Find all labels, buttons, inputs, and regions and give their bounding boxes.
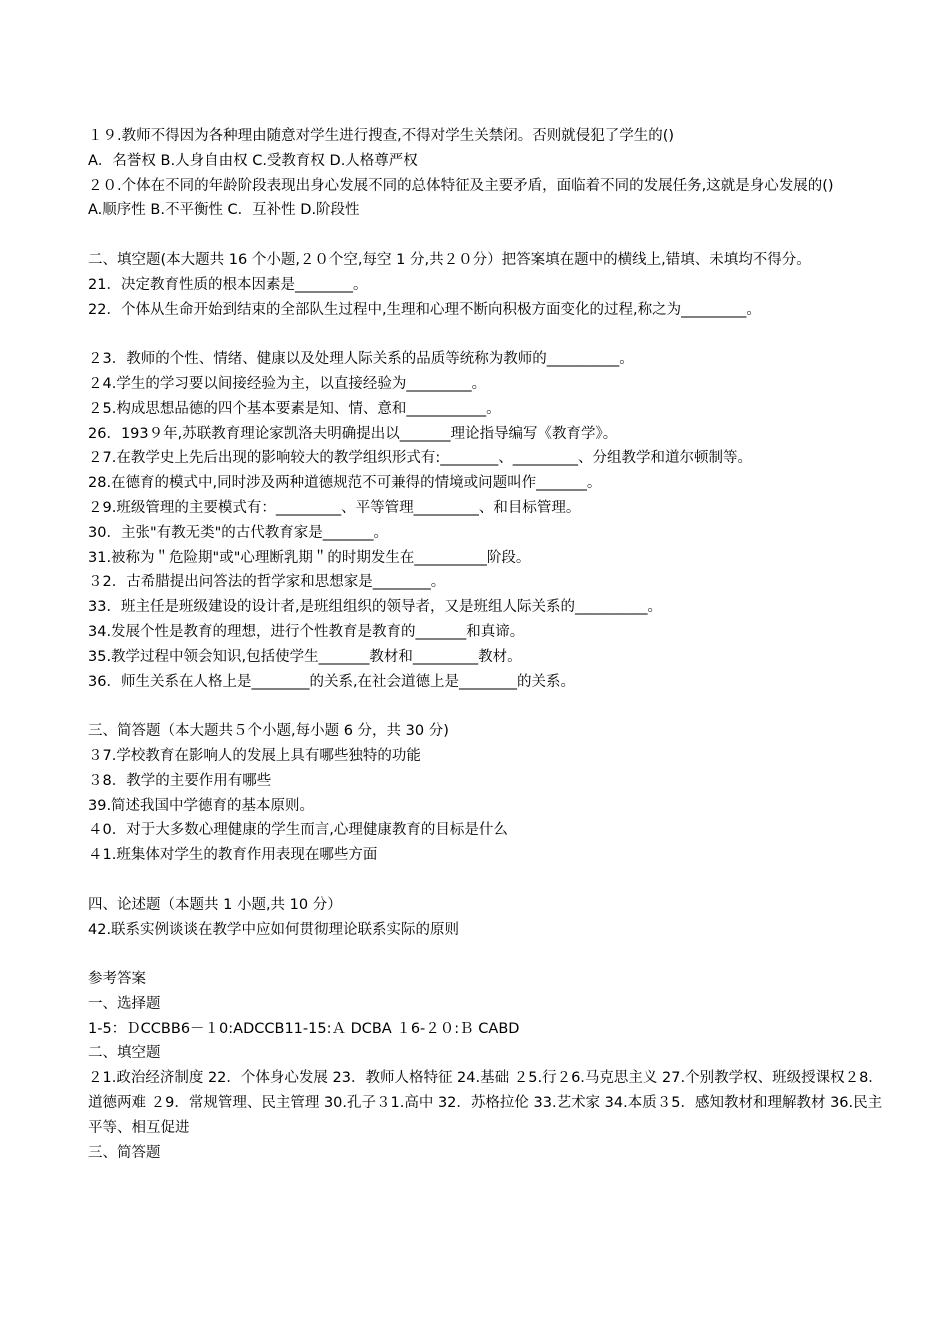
fill-question-27: ２7.在教学史上先后出现的影响较大的教学组织形式有:________、_________、分组教学和道尔顿制等。 bbox=[88, 450, 752, 467]
fill-question-32: ３2．古希腊提出问答法的哲学家和思想家是________。 bbox=[88, 574, 446, 591]
essay-question-42: 42.联系实例谈谈在教学中应如何贯彻理论联系实际的原则 bbox=[88, 921, 460, 938]
fill-question-26: 26．193９年,苏联教育理论家凯洛夫明确提出以_______理论指导编写《教育学》。 bbox=[88, 425, 618, 442]
fill-question-24: ２4.学生的学习要以间接经验为主，以直接经验为_________。 bbox=[88, 375, 487, 392]
fill-question-23: ２3．教师的个性、情绪、健康以及处理人际关系的品质等统称为教师的__________。 bbox=[88, 351, 634, 368]
fill-question-28: 28.在德育的模式中,同时涉及两种道德规范不可兼得的情境或问题叫作_______。 bbox=[88, 475, 602, 492]
section-4-title: 四、论述题（本题共 1 小题,共 10 分） bbox=[88, 896, 342, 913]
spacer bbox=[88, 868, 888, 893]
answers-choice: 1-5：ＤCCBB6－１0:ADCCB11-15:Ａ DCBA １6-２０:Ｂ CABD bbox=[88, 1020, 520, 1037]
answers-section-1-title: 一、选择题 bbox=[88, 995, 161, 1012]
short-question-40: ４0．对于大多数心理健康的学生而言,心理健康教育的目标是什么 bbox=[88, 822, 508, 839]
fill-question-21: 21．决定教育性质的根本因素是________。 bbox=[88, 276, 368, 293]
fill-question-35: 35.教学过程中领会知识,包括使学生_______教材和_________教材。 bbox=[88, 648, 522, 665]
spacer bbox=[88, 223, 888, 248]
fill-question-33: 33．班主任是班级建设的设计者,是班组组织的领导者，又是班组人际关系的__________。 bbox=[88, 599, 663, 616]
answers-section-3-title: 三、简答题 bbox=[88, 1144, 161, 1161]
spacer bbox=[88, 322, 888, 347]
question-19-options: A．名誉权 B.人身自由权 C.受教育权 D.人格尊严权 bbox=[88, 152, 418, 169]
section-3-title: 三、简答题（本大题共５个小题,每小题 6 分，共 30 分) bbox=[88, 723, 449, 740]
question-20-options: A.顺序性 B.不平衡性 C．互补性 D.阶段性 bbox=[88, 202, 360, 219]
short-question-39: 39.简述我国中学德育的基本原则。 bbox=[88, 797, 315, 814]
document-page bbox=[88, 124, 888, 1165]
answers-section-2-title: 二、填空题 bbox=[88, 1045, 161, 1062]
fill-question-31: 31.被称为＂危险期"或"心理断乳期＂的时期发生在__________阶段。 bbox=[88, 549, 531, 566]
fill-question-29: ２9.班级管理的主要模式有：_________、平等管理_________、和目标管理。 bbox=[88, 499, 581, 516]
answers-fill: ２1.政治经济制度 22．个体身心发展 23．教师人格特征 24.基础 ２5.行２6.马克思主义 27.个别教学权、班级授课权２8．道德两难 ２9．常规管理、民主管理 30.孔子３1.高中 32．苏格拉伦 33.艺术家 34.本质３5．感知教材和理解教材 36.民主平等、相互促进 bbox=[88, 1070, 883, 1136]
fill-question-36: 36．师生关系在人格上是________的关系,在社会道德上是________的关系。 bbox=[88, 673, 576, 690]
section-2-title: 二、填空题(本大题共 16 个小题,２０个空,每空 1 分,共２０分）把答案填在题中的横线上,错填、未填均不得分。 bbox=[88, 251, 811, 268]
answers-title: 参考答案 bbox=[88, 971, 146, 988]
spacer bbox=[88, 694, 888, 719]
short-question-41: ４1.班集体对学生的教育作用表现在哪些方面 bbox=[88, 847, 378, 864]
fill-question-22: 22．个体从生命开始到结束的全部队生过程中,生理和心理不断向积极方面变化的过程,称之为_________。 bbox=[88, 301, 761, 318]
short-question-38: ３8．教学的主要作用有哪些 bbox=[88, 772, 272, 789]
short-question-37: ３7.学校教育在影响人的发展上具有哪些独特的功能 bbox=[88, 747, 421, 764]
spacer bbox=[88, 942, 888, 967]
question-19: １９.教师不得因为各种理由随意对学生进行搜查,不得对学生关禁闭。否则就侵犯了学生的() bbox=[88, 128, 675, 144]
fill-question-34: 34.发展个性是教育的理想，进行个性教育是教育的_______和真谛。 bbox=[88, 623, 525, 640]
fill-question-25: ２5.构成思想品德的四个基本要素是知、情、意和___________。 bbox=[88, 400, 501, 417]
question-20: ２０.个体在不同的年龄阶段表现出身心发展不同的总体特征及主要矛盾，面临着不同的发展任务,这就是身心发展的() bbox=[88, 177, 834, 194]
fill-question-30: 30．主张"有教无类"的古代教育家是_______。 bbox=[88, 524, 389, 541]
